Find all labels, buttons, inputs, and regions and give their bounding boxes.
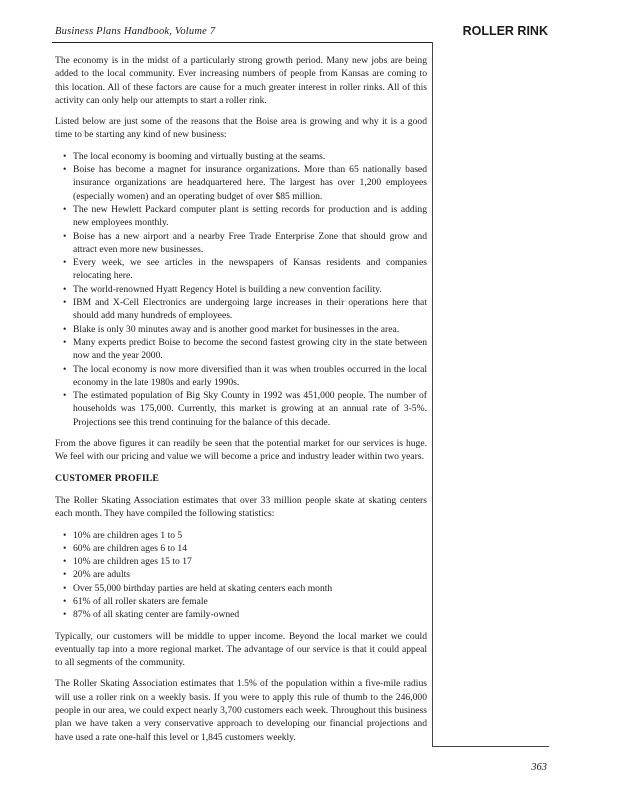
list-item: • 20% are adults	[63, 568, 427, 581]
reasons-list	[63, 150, 427, 429]
main-text-column	[55, 54, 427, 752]
market-paragraph: From the above figures it can readily be seen that the potential market for our services is huge. We feel with our pricing and value we will become a price and industry leader within two years.	[55, 438, 427, 463]
list-item: • IBM and X-Cell Electronics are undergoing large increases in their operations here that should add many hundreds of employees.	[63, 296, 427, 323]
reasons-intro-paragraph: Listed below are just some of the reasons that the Boise area is growing and why it is a good time to be starting any kind of new business:	[55, 116, 427, 141]
page-number: 363	[531, 762, 547, 773]
list-item: • The local economy is now more diversified than it was when troubles occurred in the local economy in the late 1980s and early 1990s.	[63, 363, 427, 390]
list-item: • 61% of all roller skaters are female	[63, 595, 427, 608]
statistics-list	[63, 529, 427, 622]
book-title: Business Plans Handbook, Volume 7	[55, 26, 216, 37]
list-item: • Boise has a new airport and a nearby Free Trade Enterprise Zone that should grow and attract even more new businesses.	[63, 230, 427, 257]
section-title: ROLLER RINK	[462, 24, 548, 38]
list-item: • Blake is only 30 minutes away and is another good market for businesses in the area.	[63, 323, 427, 336]
estimate-paragraph: The Roller Skating Association estimates that 1.5% of the population within a five-mile radius will use a roller rink on a weekly basis. If you were to apply this rule of thumb to the 246,000 people in our area, we could expect nearly 3,700 customers each week. Throughout this business plan we have taken a very conservative approach to developing our financial projections and have used a rate one-half this level or 1,845 customers weekly.	[55, 678, 427, 743]
footer-divider	[432, 746, 549, 747]
list-item: • 10% are children ages 1 to 5	[63, 529, 427, 542]
list-item: • The world-renowned Hyatt Regency Hotel is building a new convention facility.	[63, 283, 427, 296]
list-item: • The local economy is booming and virtually busting at the seams.	[63, 150, 427, 163]
customer-profile-heading: CUSTOMER PROFILE	[55, 472, 160, 484]
list-item: • Every week, we see articles in the newspapers of Kansas residents and companies relocating here.	[63, 256, 427, 283]
page-header	[52, 22, 548, 42]
list-item: • 87% of all skating center are family-owned	[63, 608, 427, 621]
list-item: • Over 55,000 birthday parties are held at skating centers each month	[63, 582, 427, 595]
list-item: • Many experts predict Boise to become the second fastest growing city in the state between now and the year 2000.	[63, 336, 427, 363]
list-item: • The new Hewlett Packard computer plant is setting records for production and is adding new employees monthly.	[63, 203, 427, 230]
list-item: • 60% are children ages 6 to 14	[63, 542, 427, 555]
column-divider	[432, 42, 433, 746]
profile-intro-paragraph: The Roller Skating Association estimates that over 33 million people skate at skating centers each month. They have compiled the following statistics:	[55, 494, 427, 520]
list-item: • 10% are children ages 15 to 17	[63, 555, 427, 568]
header-divider	[52, 42, 432, 43]
list-item: • The estimated population of Big Sky County in 1992 was 451,000 people. The number of households was 175,000. Currently, this market is growing at an annual rate of 3-5%. Projections see this trend continuing for the balance of this decade.	[63, 389, 427, 429]
list-item: • Boise has become a magnet for insurance organizations. More than 65 nationally based insurance organizations are headquartered here. The largest has over 1,200 employees (especially women) and an operating budget of over $85 million.	[63, 163, 427, 203]
income-paragraph: Typically, our customers will be middle to upper income. Beyond the local market we could eventually tap into a more regional market. The advantage of our service is that it could appeal to all segments of the community.	[55, 630, 427, 669]
intro-paragraph: The economy is in the midst of a particularly strong growth period. Many new jobs are being added to the local community. Ever increasing numbers of people from Kansas are coming to this location. All of these factors are cause for a much greater interest in roller rinks. All of this activity can only help our attempts to start a roller rink.	[55, 55, 427, 106]
